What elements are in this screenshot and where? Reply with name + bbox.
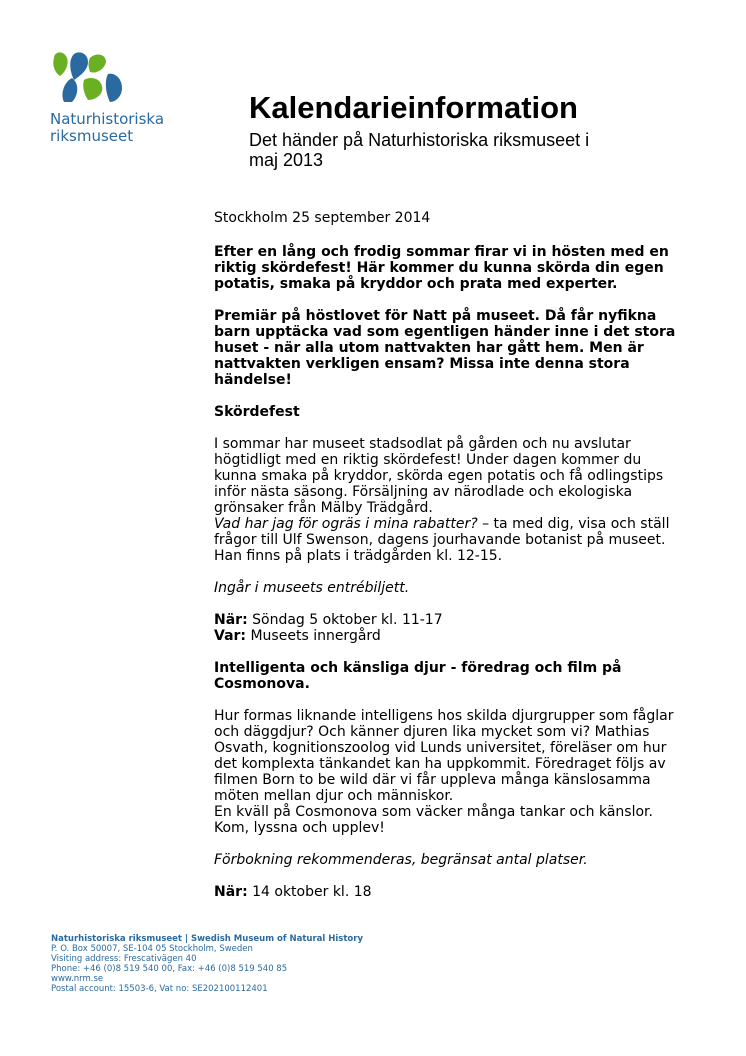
footer-org: Naturhistoriska riksmuseet | Swedish Museum of Natural History [51,934,363,944]
where-value: Museets innergård [246,628,381,644]
event-body-1: Hur formas liknande intelligens hos skilda djurgrupper som fåglar och däggdjur? Och känner djuren lika mycket som vi? Mathias Osvath, kognitionszoolog vid Lunds universitet, föreläser om hur det komplexta tänkandet kan ha uppkommit. Föredraget följs av filmen Born to be wild där vi får uppleva många känslosamma möten mellan djur och människor. [214,708,674,804]
event-details [214,612,684,644]
footer-website: www.nrm.se [51,974,104,984]
when-value: Söndag 5 oktober kl. 11-17 [247,612,443,628]
logo-line-1: Naturhistoriska [50,110,165,128]
release-date: Stockholm 25 september 2014 [214,210,431,226]
event-description [214,436,684,564]
footer-address: P. O. Box 50007, SE-104 05 Stockholm, Sweden [51,944,253,954]
when-label: När: [214,884,248,900]
museum-logo [50,50,165,145]
event-body-2: En kväll på Cosmonova som väcker många tankar och känslor. Kom, lyssna och upplev! [214,804,653,836]
page-subtitle [249,130,689,170]
press-release-body [214,210,684,916]
event-skordefest [214,404,684,644]
when-value: 14 oktober kl. 18 [247,884,372,900]
logo-line-2: riksmuseet [50,127,134,145]
footer-postal-account: Postal account: 15503-6, Vat no: SE202100112401 [51,984,268,994]
event-note: Ingår i museets entrébiljett. [214,580,410,596]
nrm-leaf-logo-icon [50,50,130,105]
subtitle-line-1: Det händer på Naturhistoriska riksmuseet i [249,130,590,150]
footer-visiting-address: Visiting address: Frescativägen 40 [51,954,197,964]
page-title: Kalendarieinformation [249,90,578,125]
page-footer [51,934,451,994]
page-header [249,90,689,170]
when-label: När: [214,612,248,628]
event-question: Vad har jag för ogräs i mina rabatter? [214,516,478,532]
event-description [214,708,684,836]
event-question-rest: – ta med dig, visa och ställ frågor till Ulf Swenson, dagens jourhavande botanist på museet. Han finns på plats i trädgården kl. 12-15. [214,516,670,564]
where-label: Var: [214,628,247,644]
event-cosmonova [214,660,684,900]
event-heading: Intelligenta och känsliga djur - föredrag och film på Cosmonova. [214,660,622,692]
event-body: I sommar har museet stadsodlat på gården och nu avslutar högtidligt med en riktig skördefest! Under dagen kommer du kunna smaka på kryddor, skörda egen potatis och få odlingstips inför nästa säsong. Försäljning av närodlade och ekologiska grönsaker från Mälby Trädgård. [214,436,664,516]
event-details [214,884,684,900]
intro-paragraph-1: Efter en lång och frodig sommar firar vi in hösten med en riktig skördefest! Här kommer du kunna skörda din egen potatis, smaka på kryddor och prata med experter. [214,244,669,292]
event-heading: Skördefest [214,404,300,420]
footer-phone: Phone: +46 (0)8 519 540 00, Fax: +46 (0)8 519 540 85 [51,964,288,974]
intro-paragraph-2: Premiär på höstlovet för Natt på museet. Då får nyfikna barn upptäcka vad som egentligen händer inne i det stora huset - när alla utom nattvakten har gått hem. Men är nattvakten verkligen ensam? Missa inte denna stora händelse! [214,308,676,388]
subtitle-line-2: maj 2013 [249,150,324,170]
event-note: Förbokning rekommenderas, begränsat antal platser. [214,852,588,868]
